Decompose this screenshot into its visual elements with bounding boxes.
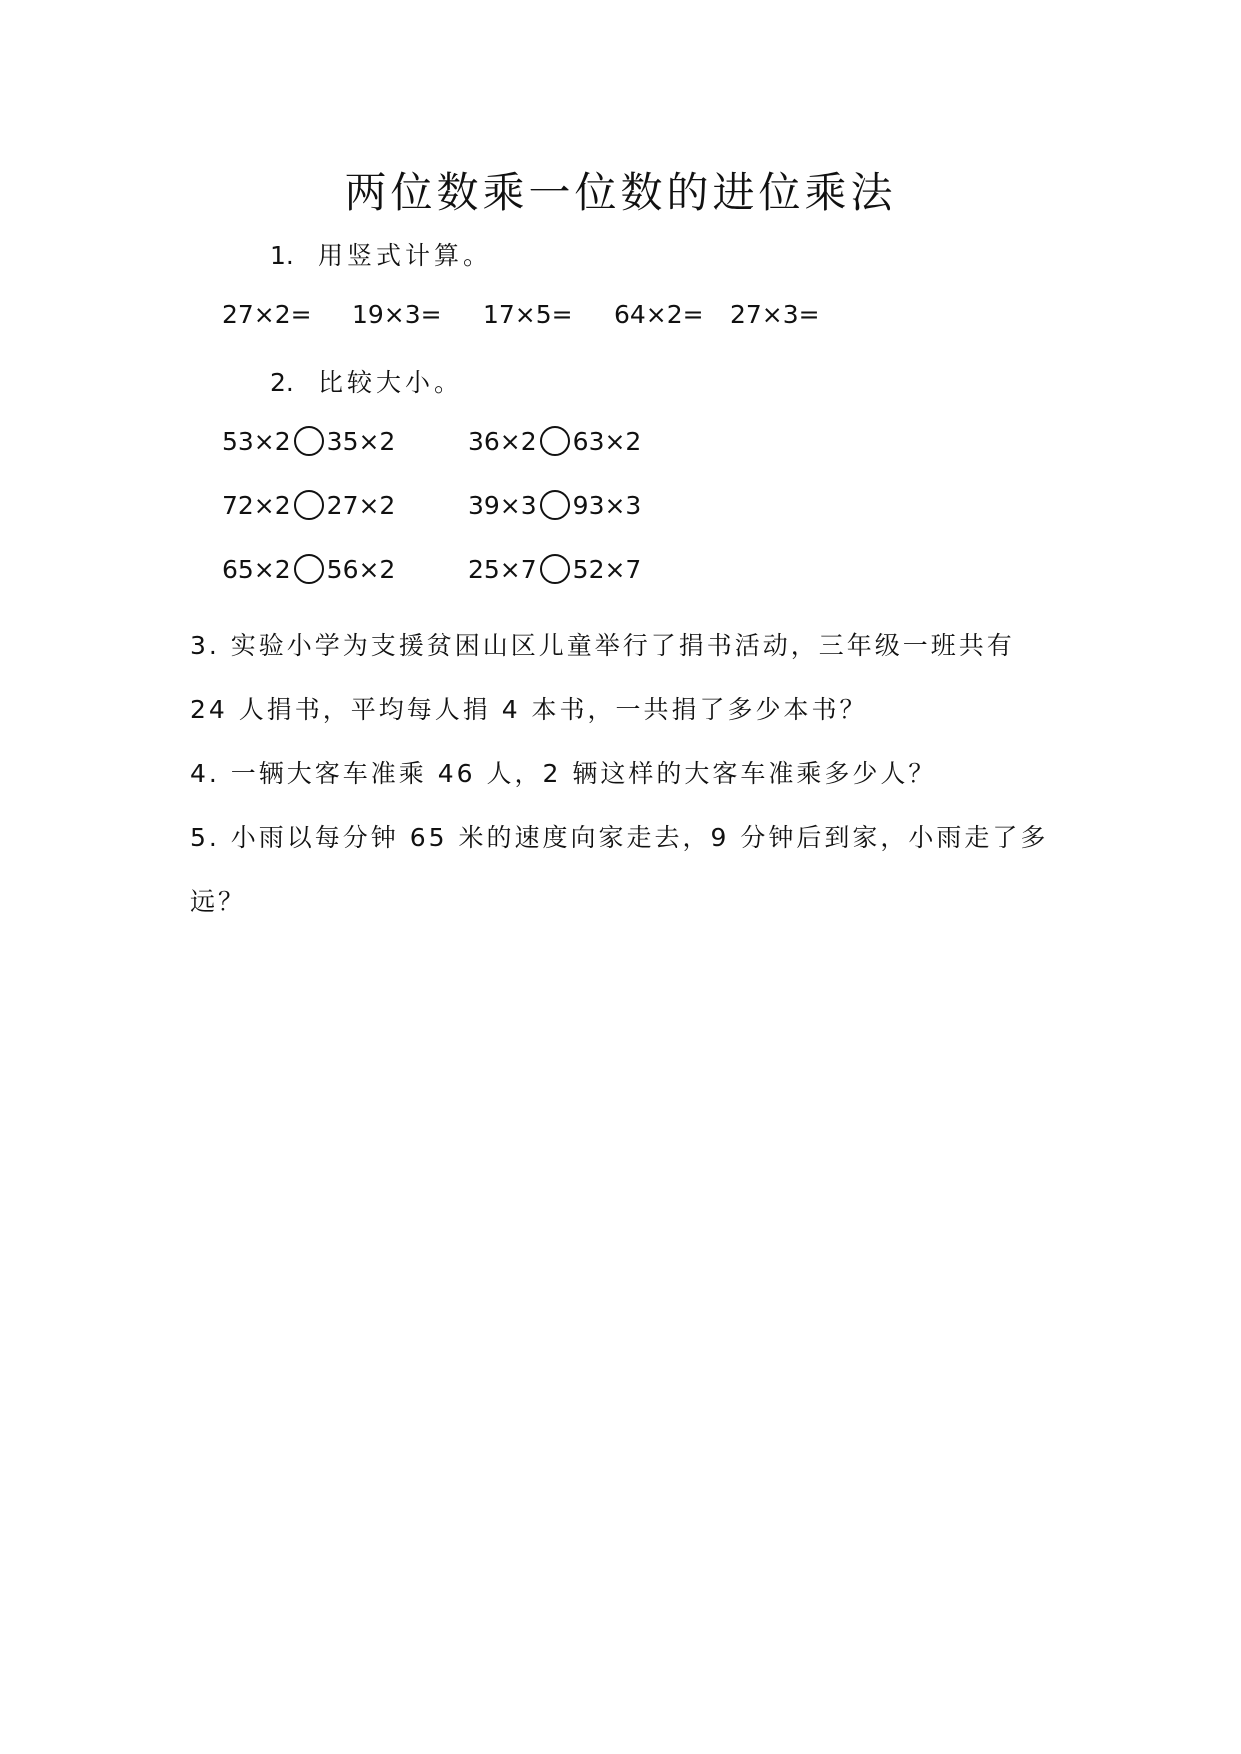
q2-label: 比较大小。: [318, 368, 464, 397]
q1-item: 64×2=: [614, 300, 704, 329]
q5-line: 远？: [190, 887, 247, 916]
q1-item: 27×3=: [730, 300, 820, 329]
q1-label: 用竖式计算。: [318, 241, 493, 270]
compare-circle[interactable]: [294, 490, 324, 520]
q1-number: 1.: [270, 241, 294, 270]
compare-right: 52×7: [572, 554, 642, 584]
compare-left: 65×2: [222, 554, 291, 584]
compare-right: 93×3: [572, 490, 642, 520]
compare-left: 39×3: [468, 490, 537, 520]
q3-line: 3. 实验小学为支援贫困山区儿童举行了捐书活动，三年级一班共有: [190, 631, 1015, 660]
q4-line: 4. 一辆大客车准乘 46 人，2 辆这样的大客车准乘多少人？: [190, 759, 937, 788]
compare-item: [468, 490, 641, 520]
compare-right: 27×2: [326, 490, 396, 520]
compare-circle[interactable]: [540, 554, 570, 584]
compare-left: 53×2: [222, 426, 291, 456]
q2-number: 2.: [270, 368, 294, 397]
compare-left: 36×2: [468, 426, 537, 456]
compare-left: 25×7: [468, 554, 537, 584]
q1-item: 27×2=: [222, 300, 312, 329]
compare-item: [222, 490, 395, 520]
q3-line: 24 人捐书，平均每人捐 4 本书，一共捐了多少本书？: [190, 695, 868, 724]
q2-heading: [270, 363, 463, 399]
compare-item: [222, 554, 395, 584]
page-title: 两位数乘一位数的进位乘法: [344, 168, 897, 217]
compare-circle[interactable]: [294, 426, 324, 456]
compare-left: 72×2: [222, 490, 291, 520]
q1-item: 19×3=: [352, 300, 442, 329]
q5-line: 5. 小雨以每分钟 65 米的速度向家走去，9 分钟后到家，小雨走了多: [190, 823, 1049, 852]
compare-circle[interactable]: [294, 554, 324, 584]
compare-right: 56×2: [326, 554, 396, 584]
compare-item: [468, 426, 641, 456]
compare-circle[interactable]: [540, 426, 570, 456]
compare-right: 63×2: [572, 426, 642, 456]
compare-right: 35×2: [326, 426, 396, 456]
compare-item: [468, 554, 641, 584]
compare-item: [222, 426, 395, 456]
compare-circle[interactable]: [540, 490, 570, 520]
q1-heading: [270, 236, 492, 272]
q1-item: 17×5=: [483, 300, 573, 329]
